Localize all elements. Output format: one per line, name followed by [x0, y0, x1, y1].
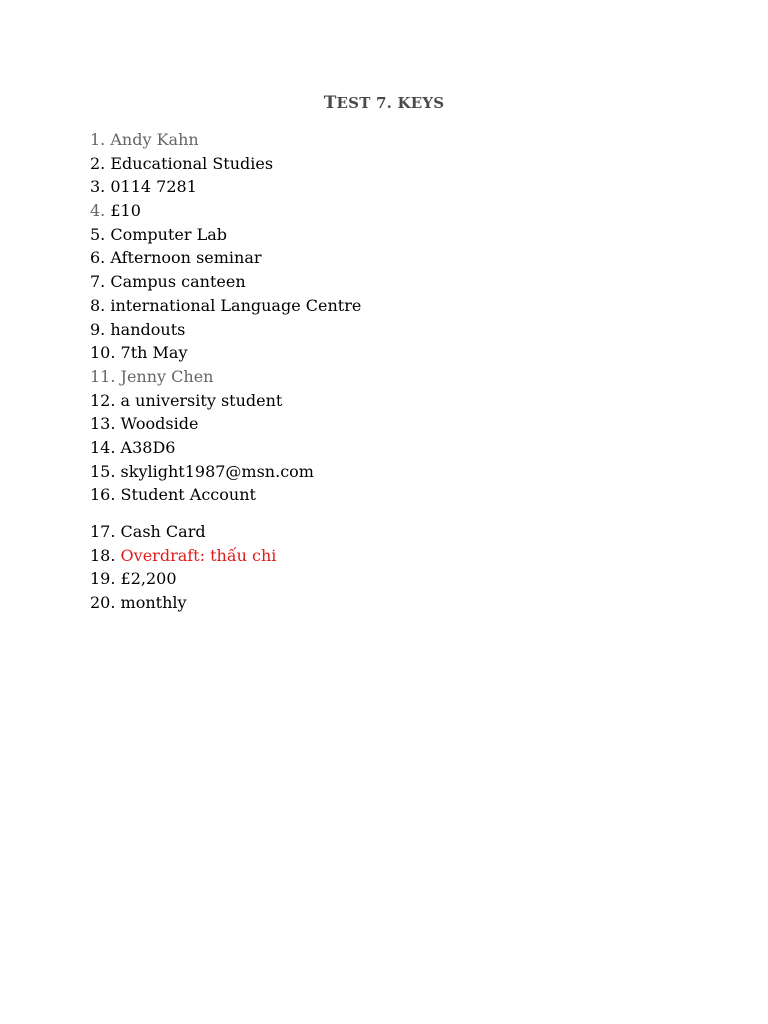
answer-item-6 [90, 246, 361, 270]
answer-number: 20. [90, 593, 116, 613]
answer-text: Andy Kahn [110, 130, 199, 149]
answer-number: 16. [90, 485, 116, 505]
page-title-initial: T [323, 93, 337, 113]
answer-text: a university student [120, 390, 283, 410]
answer-text: 7th May [120, 343, 188, 363]
answer-text: Jenny Chen [120, 366, 214, 386]
answer-number: 17. [90, 522, 116, 541]
answer-text: 0114 7281 [110, 177, 197, 197]
answer-number: 18. [90, 545, 116, 565]
answer-item-3 [90, 175, 361, 199]
answer-number: 8. [90, 295, 106, 315]
answer-item-5 [90, 223, 361, 247]
answer-text-highlighted: Overdraft: thấu chi [120, 545, 277, 565]
answer-number: 7. [90, 272, 106, 292]
answer-text: £10 [110, 201, 141, 221]
answer-number: 3. [90, 177, 106, 197]
answer-item-2 [90, 152, 361, 176]
answer-item-4 [90, 199, 361, 223]
answer-text: Student Account [120, 485, 256, 505]
answer-number: 6. [90, 248, 106, 268]
answer-number: 1. [90, 130, 106, 149]
page-title-rest: EST 7. KEYS [336, 94, 445, 112]
answer-number: 14. [90, 437, 116, 457]
answer-item-20 [90, 591, 361, 615]
answer-text: Cash Card [120, 522, 206, 541]
answer-item-9 [90, 318, 361, 342]
answer-item-16 [90, 483, 361, 507]
answer-item-18 [90, 544, 361, 568]
answer-number: 12. [90, 390, 116, 410]
answer-number: 2. [90, 153, 106, 173]
answer-item-7 [90, 270, 361, 294]
answer-text: Afternoon seminar [110, 248, 262, 268]
answer-text: monthly [120, 593, 187, 613]
answer-number: 13. [90, 414, 116, 434]
answer-number: 9. [90, 319, 106, 339]
answer-item-1 [90, 128, 361, 152]
answer-text: Computer Lab [110, 224, 227, 244]
answer-text: Campus canteen [110, 272, 246, 292]
answer-text: handouts [110, 319, 186, 339]
answer-item-14 [90, 436, 361, 460]
answer-number: 19. [90, 569, 116, 589]
answer-item-8 [90, 294, 361, 318]
answer-number: 4. [90, 201, 106, 221]
answer-number: 10. [90, 343, 116, 363]
answer-text: skylight1987@msn.com [120, 461, 314, 481]
answer-list [90, 128, 361, 615]
answer-item-11 [90, 365, 361, 389]
answer-number: 15. [90, 461, 116, 481]
answer-item-10 [90, 341, 361, 365]
page-title [0, 93, 768, 113]
answer-text: Educational Studies [110, 153, 274, 173]
answer-item-12 [90, 389, 361, 413]
answer-text: international Language Centre [110, 295, 362, 315]
answer-item-19 [90, 567, 361, 591]
answer-text: A38D6 [120, 437, 176, 457]
answer-item-13 [90, 412, 361, 436]
answer-text: Woodside [120, 414, 199, 434]
answer-item-17 [90, 520, 361, 544]
answer-number: 11. [90, 366, 116, 386]
answer-item-15 [90, 460, 361, 484]
answer-text: £2,200 [120, 569, 177, 589]
answer-number: 5. [90, 224, 106, 244]
